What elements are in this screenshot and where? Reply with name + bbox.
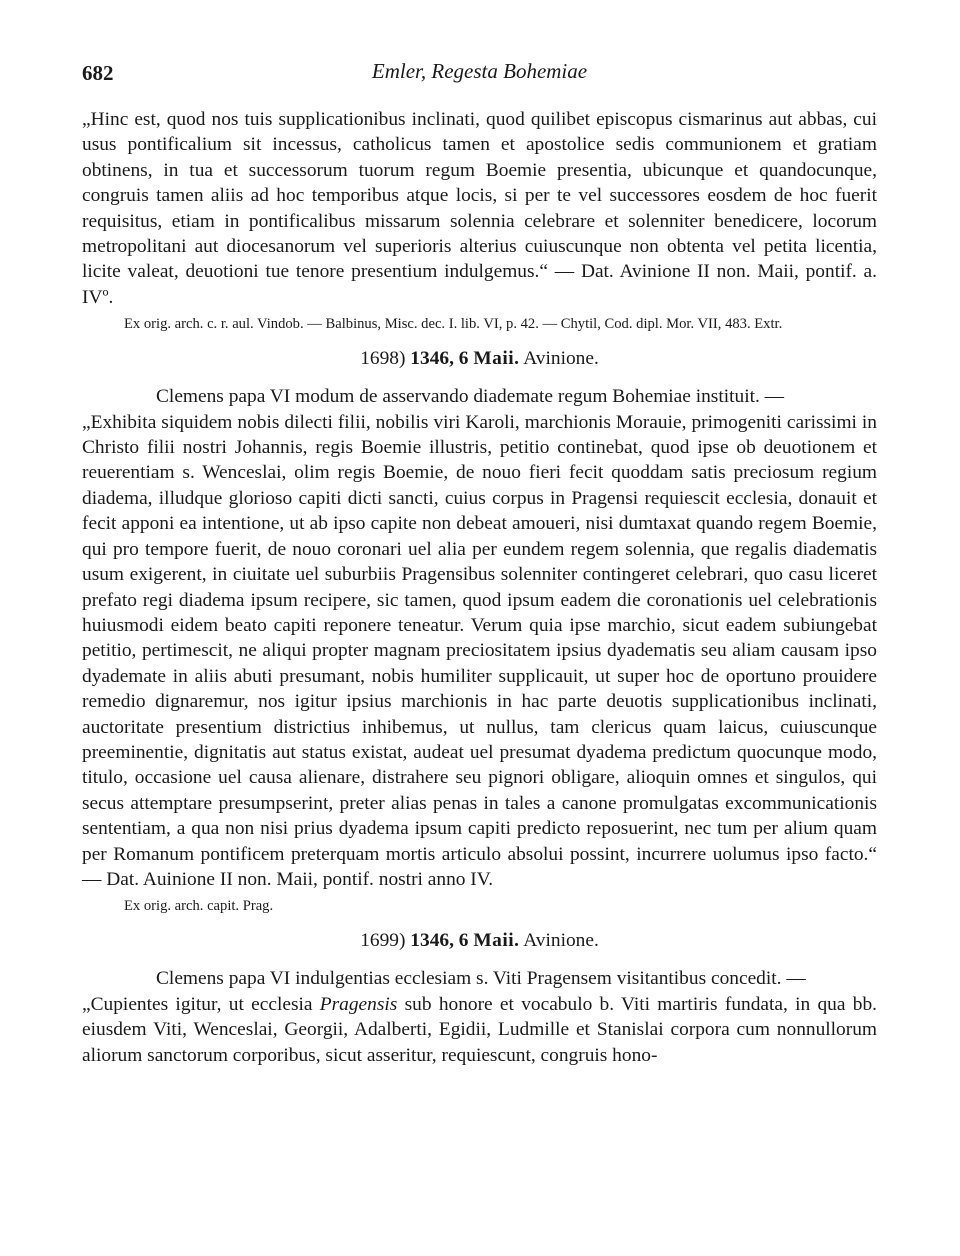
document-source-1698: Ex orig. arch. capit. Prag. — [124, 898, 274, 915]
page-number: 682 — [82, 61, 114, 85]
document-month: Maii. — [473, 930, 520, 952]
document-heading-1698 — [82, 346, 877, 372]
document-summary-1699: Clemens papa VI indulgentias ecclesiam s. Viti Pragensem visitantibus concedit. — — [156, 968, 806, 990]
document-text-1699 — [82, 992, 877, 1068]
previous-document-text: „Hinc est, quod nos tuis supplicationibus inclinati, quod quilibet episcopus cismarinus aut abbas, cui usus pontificalium sit incessus, catholicus tamen et apostolice sedis communionem et gratiam obtinens, in tua et successorum tuorum regum Boemie presentia, ubicunque et quandocunque, congruis tamen aliis ad hoc temporibus atque locis, si per te vel successores eosdem de hoc fuerit requisitus, etiam in pontificalibus missarum solennia celebrare et solenniter benedicere, locorum metropolitani aut diocesanorum vel superioris alterius cuiuscunque non obtenta vel petita licentia, licite valeat, deuotioni tue tenore presentium indulgemus.“ — Dat. Avinione II non. Maii, pontif. a. IVº. — [82, 109, 877, 308]
document-heading-1699 — [82, 928, 877, 954]
document-place: Avinione. — [523, 930, 599, 952]
document-place: Avinione. — [523, 348, 599, 370]
previous-document-source: Ex orig. arch. c. r. aul. Vindob. — Balbinus, Misc. dec. I. lib. VI, p. 42. — Chytil, Cod. dipl. Mor. VII, 483. Extr. — [124, 316, 783, 333]
document-summary-1698: Clemens papa VI modum de asservando diademate regum Bohemiae instituit. — — [156, 386, 785, 408]
document-number: 1698) — [360, 348, 406, 370]
document-month: Maii. — [473, 348, 520, 370]
running-title: Emler, Regesta Bohemiae — [371, 59, 588, 83]
text-segment: „Cupientes igitur, ut ecclesia — [82, 993, 320, 1015]
italic-place-name: Pragensis — [319, 993, 398, 1015]
document-page — [82, 55, 877, 1068]
document-date: 1346, 6 — [410, 930, 469, 952]
text-segment: sub honore et vocabulo b. Viti martiris fundata, in qua bb. eiusdem Viti, Wenceslai, Georgii, Adalberti, Egidii, Ludmille et Stanislai corpora cum nonnullorum aliorum sanctorum corporibus, sicut asseritur, requiescunt, congruis hono- — [82, 993, 877, 1066]
document-number: 1699) — [360, 930, 406, 952]
page-header — [82, 55, 877, 95]
document-date: 1346, 6 — [410, 348, 469, 370]
document-text-1698: „Exhibita siquidem nobis dilecti filii, nobilis viri Karoli, marchionis Morauie, primogeniti carissimi in Christo filii nostri Johannis, regis Boemie illustris, petitio continebat, quod ipse ob deuotionem et reuerentiam s. Wenceslai, olim regis Boemie, de nouo fieri fecit quoddam satis preciosum regium diadema, illudque glorioso capiti dicti sancti, cuius corpus in Pragensi requiescit ecclesia, donauit et fecit apponi ea intentione, ut ab ipso capite non debeat amoueri, nisi dumtaxat quando regem Boemie, qui pro tempore fuerit, de nouo coronari uel alia per eundem regem solennia, que regalis diadematis usum exigerent, in ciuitate uel suburbiis Pragensibus solenniter contingeret celebrari, quo casu liceret prefato regi diadema ipsum recipere, sic tamen, quod ipsum eadem die coronationis uel celebrationis huiusmodi eidem beato capiti reponere teneatur. Verum quia ipse marchio, sicut eadem subiungebat petitio, pertimescit, ne aliqui propter magnam preciositatem ipsius dyadematis seu aliam causam ipso dyademate in aliis abuti presumant, nobis humiliter supplicauit, ut super hoc de oportuno prouidere remedio dignaremur, nos igitur ipsius marchionis in hac parte deuotis supplicationibus inclinati, auctoritate presentium districtius inhibemus, ut nullus, tam clericus quam laicus, cuiuscunque preeminentie, dignitatis aut status existat, audeat uel presumat dyadema predictum quocunque modo, titulo, occasione uel causa alienare, distrahere seu pignori obligare, alioquin omnes et singulos, qui secus attemptare presumpserint, preter alias penas in tales a canone promulgatas excommunicationis sententiam, a qua non nisi prius dyadema ipsum capiti predicto reposuerint, nec tum per alium quam per Romanum pontificem preterquam mortis articulo absolui possint, incurrere uolumus ipso facto.“ — Dat. Auinione II non. Maii, pontif. nostri anno IV. — [82, 411, 877, 890]
